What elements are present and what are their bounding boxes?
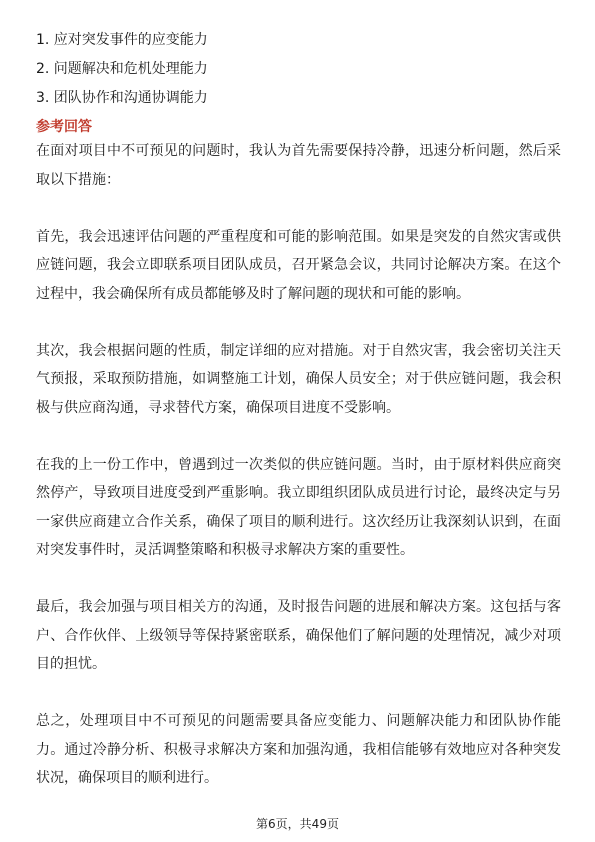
paragraph-first-step: 首先，我会迅速评估问题的严重程度和可能的影响范围。如果是突发的自然灾害或供应链问题，我会立即联系项目团队成员，召开紧急会议，共同讨论解决方案。在这个过程中，我会确保所有成员都能够及时了解问题的现状和可能的影响。 <box>36 228 561 302</box>
section-title: 参考回答 <box>36 119 92 135</box>
paragraph-experience: 在我的上一份工作中，曾遇到过一次类似的供应链问题。当时，由于原材料供应商突然停产，导致项目进度受到严重影响。我立即组织团队成员进行讨论，最终决定与另一家供应商建立合作关系，确保了项目的顺利进行。这次经历让我深刻认识到，在面对突发事件时，灵活调整策略和积极寻求解决方案的重要性。 <box>36 456 561 558</box>
document-page <box>36 30 561 821</box>
list-item-2: 2. 问题解决和危机处理能力 <box>36 61 208 77</box>
paragraph-intro: 在面对项目中不可预见的问题时，我认为首先需要保持冷静，迅速分析问题，然后采取以下措施： <box>36 143 561 188</box>
paragraph-last-step: 最后，我会加强与项目相关方的沟通，及时报告问题的进展和解决方案。这包括与客户、合作伙伴、上级领导等保持紧密联系，确保他们了解问题的处理情况，减少对项目的担忧。 <box>36 599 561 672</box>
paragraph-summary: 总之，处理项目中不可预见的问题需要具备应变能力、问题解决能力和团队协作能力。通过冷静分析、积极寻求解决方案和加强沟通，我相信能够有效地应对各种突发状况，确保项目的顺利进行。 <box>36 713 561 786</box>
list-item-3: 3. 团队协作和沟通协调能力 <box>36 90 208 106</box>
list-item-1: 1. 应对突发事件的应变能力 <box>36 32 208 48</box>
page-number-footer: 第6页，共49页 <box>256 817 339 831</box>
paragraph-second-step: 其次，我会根据问题的性质，制定详细的应对措施。对于自然灾害，我会密切关注天气预报，采取预防措施，如调整施工计划，确保人员安全；对于供应链问题，我会积极与供应商沟通，寻求替代方案，确保项目进度不受影响。 <box>36 342 561 416</box>
